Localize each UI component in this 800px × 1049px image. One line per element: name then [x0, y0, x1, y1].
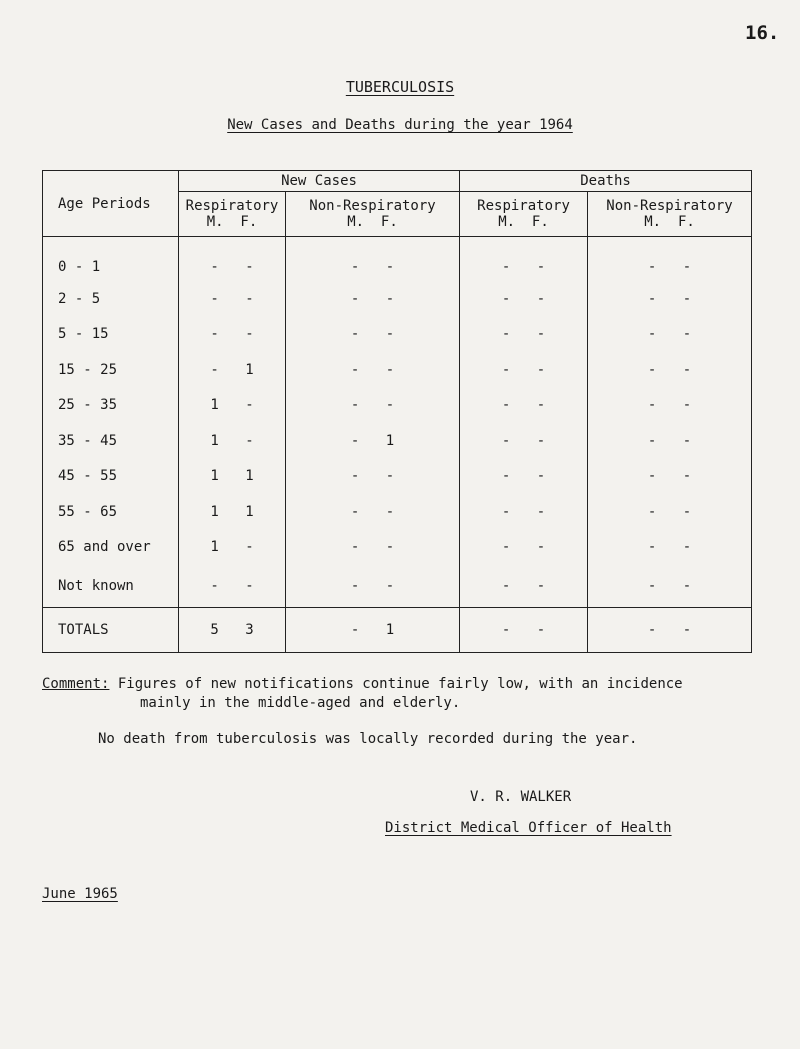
- table-cell: - -: [179, 237, 286, 282]
- table-cell: - -: [460, 565, 588, 608]
- header-deaths-respiratory: Respiratory M. F.: [460, 192, 588, 237]
- age-period: 15 - 25: [43, 352, 179, 388]
- table-row: [43, 565, 752, 608]
- header-new-non-respiratory: Non-Respiratory M. F.: [286, 192, 460, 237]
- age-period: 5 - 15: [43, 317, 179, 353]
- header-age-periods: Age Periods: [43, 171, 179, 237]
- table-cell: - -: [588, 388, 752, 424]
- table-cell: - -: [179, 565, 286, 608]
- age-period: 0 - 1: [43, 237, 179, 282]
- table-cell: - -: [286, 352, 460, 388]
- table-cell: 1 -: [179, 388, 286, 424]
- table-row: [43, 352, 752, 388]
- table-row: [43, 237, 752, 282]
- header-deaths-non-respiratory: Non-Respiratory M. F.: [588, 192, 752, 237]
- table-cell: - 1: [286, 423, 460, 459]
- table-cell: - -: [179, 281, 286, 317]
- age-period: 35 - 45: [43, 423, 179, 459]
- table-row: [43, 317, 752, 353]
- table-cell: - -: [460, 530, 588, 566]
- table-cell: 5 3: [179, 608, 286, 653]
- table-cell: - -: [460, 494, 588, 530]
- table-cell: - -: [286, 281, 460, 317]
- table-cell: - -: [588, 459, 752, 495]
- table-cell: 1 -: [179, 530, 286, 566]
- signature-title: District Medical Officer of Health: [385, 820, 672, 836]
- table-cell: 1 1: [179, 459, 286, 495]
- header-new-respiratory: Respiratory M. F.: [179, 192, 286, 237]
- page-title: TUBERCULOSIS: [345, 78, 455, 96]
- header-deaths: Deaths: [460, 171, 752, 192]
- table-row: [43, 423, 752, 459]
- table-cell: - -: [460, 352, 588, 388]
- tuberculosis-table: [42, 170, 752, 653]
- table-cell: - -: [460, 237, 588, 282]
- table-cell: - -: [286, 530, 460, 566]
- table-cell: - -: [588, 317, 752, 353]
- table-cell: - -: [460, 459, 588, 495]
- table-row: [43, 530, 752, 566]
- table-cell: - -: [460, 423, 588, 459]
- table-cell: - -: [286, 494, 460, 530]
- table-cell: - -: [588, 237, 752, 282]
- document-date: June 1965: [42, 886, 118, 902]
- table-cell: - -: [588, 608, 752, 653]
- table-cell: - -: [588, 494, 752, 530]
- age-period: 45 - 55: [43, 459, 179, 495]
- comment-text-line2: mainly in the middle-aged and elderly.: [140, 695, 461, 711]
- table-cell: - -: [588, 423, 752, 459]
- table-cell: - -: [179, 317, 286, 353]
- table-cell: - -: [588, 352, 752, 388]
- table-row: [43, 281, 752, 317]
- table-cell: - -: [460, 281, 588, 317]
- table-cell: - -: [286, 459, 460, 495]
- page-subtitle: New Cases and Deaths during the year 1964: [227, 117, 573, 133]
- comment-label: Comment:: [42, 676, 110, 692]
- table-cell: 1 -: [179, 423, 286, 459]
- table-cell: - -: [286, 317, 460, 353]
- signature-name: V. R. WALKER: [470, 789, 572, 805]
- table-row: [43, 459, 752, 495]
- page-number: 16.: [745, 22, 780, 44]
- age-period: 25 - 35: [43, 388, 179, 424]
- table-cell: - -: [286, 237, 460, 282]
- comment-block: [42, 675, 762, 713]
- table-row: [43, 388, 752, 424]
- table-cell: - -: [460, 608, 588, 653]
- table-cell: - -: [286, 565, 460, 608]
- age-period: Not known: [43, 565, 179, 608]
- table-cell: - -: [588, 281, 752, 317]
- table-cell: - 1: [286, 608, 460, 653]
- totals-row: [43, 608, 752, 653]
- age-period: 65 and over: [43, 530, 179, 566]
- table-row: [43, 494, 752, 530]
- note-text: No death from tuberculosis was locally recorded during the year.: [98, 731, 638, 747]
- comment-text-line1: Figures of new notifications continue fairly low, with an incidence: [117, 676, 683, 692]
- totals-label: TOTALS: [43, 608, 179, 653]
- table-cell: - -: [286, 388, 460, 424]
- table-cell: 1 1: [179, 494, 286, 530]
- table-cell: - -: [460, 317, 588, 353]
- table-cell: - -: [588, 565, 752, 608]
- table-cell: - 1: [179, 352, 286, 388]
- table-cell: - -: [588, 530, 752, 566]
- age-period: 2 - 5: [43, 281, 179, 317]
- header-new-cases: New Cases: [179, 171, 460, 192]
- table-cell: - -: [460, 388, 588, 424]
- age-period: 55 - 65: [43, 494, 179, 530]
